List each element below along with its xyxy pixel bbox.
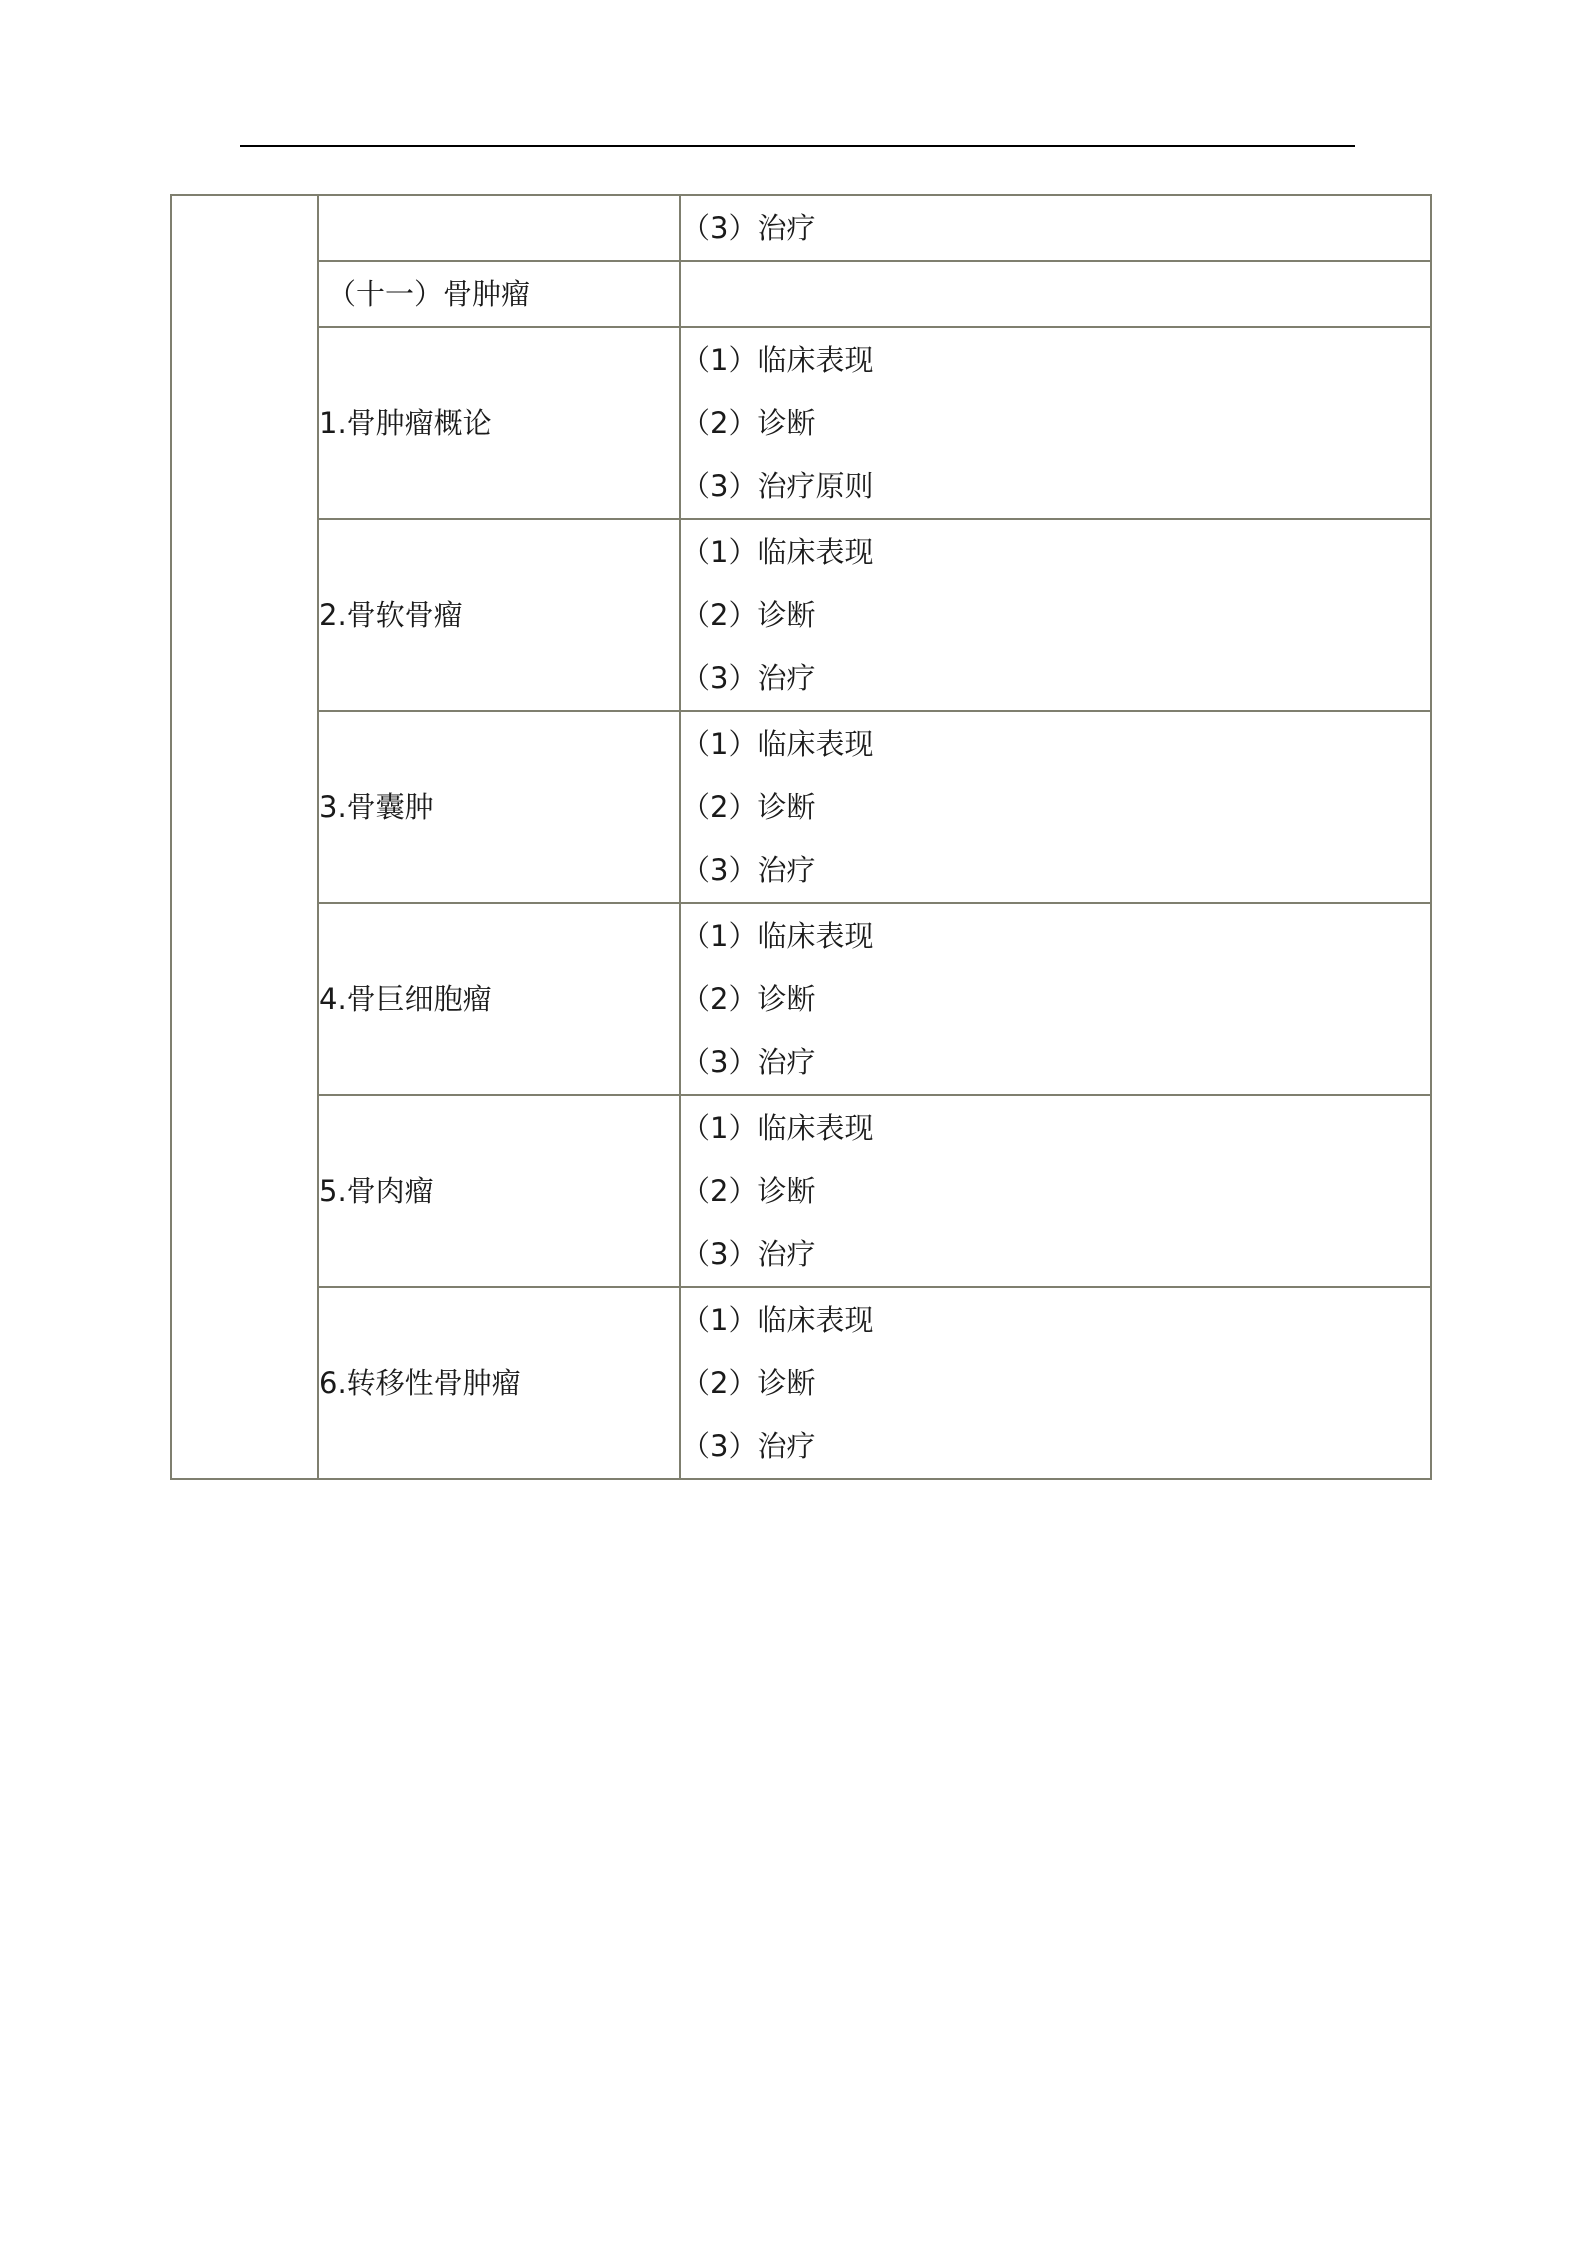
table-row: [171, 327, 1431, 519]
topic-cell: [318, 519, 680, 711]
syllabus-table: [170, 194, 1432, 1480]
point-item: （1）临床表现: [681, 918, 874, 953]
empty-topic-cell: [318, 195, 680, 261]
topic-title: 4.骨巨细胞瘤: [319, 981, 492, 1016]
point-item: （2）诊断: [681, 981, 816, 1016]
topic-title: 5.骨肉瘤: [319, 1173, 434, 1208]
points-cell: [680, 1287, 1431, 1479]
table-row: [171, 261, 1431, 327]
point-item: （3）治疗: [681, 1236, 816, 1271]
topic-cell: [318, 1287, 680, 1479]
point-item: （2）诊断: [681, 1173, 816, 1208]
point-item: （1）临床表现: [681, 726, 874, 761]
points-cell: [680, 519, 1431, 711]
topic-title: 6.转移性骨肿瘤: [319, 1365, 521, 1400]
point-item: （3）治疗: [681, 852, 816, 887]
point-item: （3）治疗: [681, 1428, 816, 1463]
topic-title: 2.骨软骨瘤: [319, 597, 463, 632]
points-cell: [680, 1095, 1431, 1287]
topic-cell: [318, 1095, 680, 1287]
point-item: （1）临床表现: [681, 1110, 874, 1145]
table-row: [171, 1095, 1431, 1287]
point-item: （2）诊断: [681, 405, 816, 440]
header-rule: [240, 145, 1355, 147]
table-row: [171, 1287, 1431, 1479]
points-cell: [680, 711, 1431, 903]
topic-cell: [318, 327, 680, 519]
table-row: [171, 195, 1431, 261]
unit-column-cell: [171, 195, 318, 1479]
topic-cell: [318, 711, 680, 903]
point-item: （1）临床表现: [681, 342, 874, 377]
points-cell: [680, 903, 1431, 1095]
point-item: （3）治疗: [681, 660, 816, 695]
table-row: [171, 903, 1431, 1095]
section-title: （十一）骨肿瘤: [327, 276, 531, 311]
table-row: [171, 519, 1431, 711]
empty-points-cell: [680, 261, 1431, 327]
point-item: （1）临床表现: [681, 534, 874, 569]
point-item: （1）临床表现: [681, 1302, 874, 1337]
topic-title: 3.骨囊肿: [319, 789, 434, 824]
point-item: （3）治疗: [681, 1044, 816, 1079]
point-item: （2）诊断: [681, 1365, 816, 1400]
points-cell: [680, 327, 1431, 519]
point-item: （3）治疗原则: [681, 468, 874, 503]
topic-cell: [318, 903, 680, 1095]
table-row: [171, 711, 1431, 903]
point-item: （2）诊断: [681, 597, 816, 632]
point-item: （2）诊断: [681, 789, 816, 824]
section-title-cell: [318, 261, 680, 327]
topic-title: 1.骨肿瘤概论: [319, 405, 492, 440]
points-cell: [680, 195, 1431, 261]
continued-point: （3）治疗: [681, 210, 816, 245]
